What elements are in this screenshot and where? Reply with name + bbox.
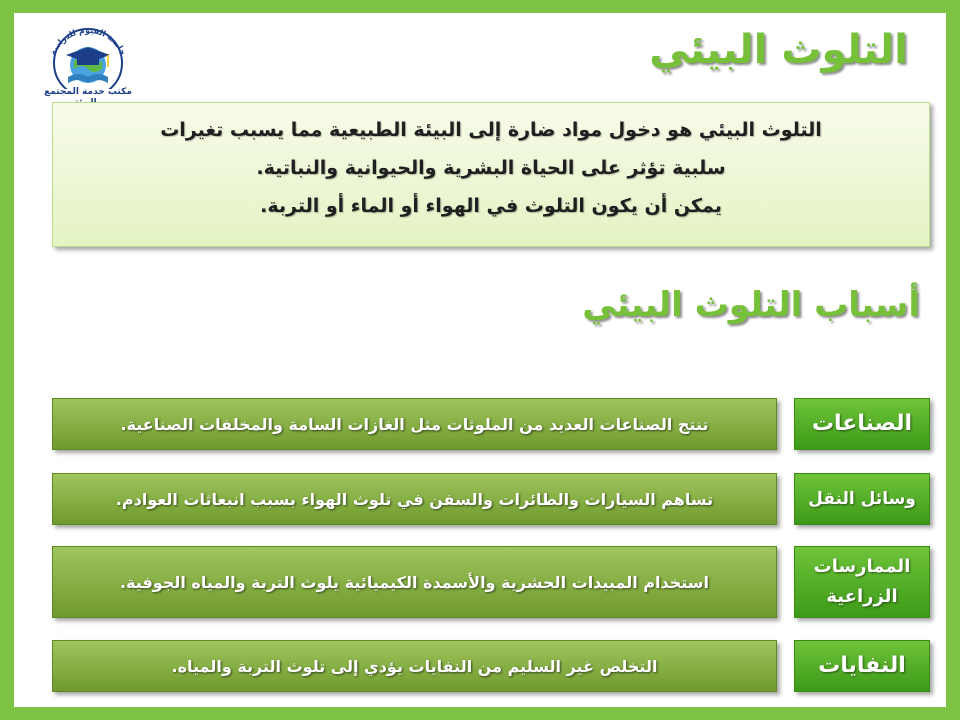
logo-emblem-icon <box>30 17 146 89</box>
cause-description: التخلص غير السليم من النفايات يؤدي إلى تلوث التربة والمياه. <box>52 640 777 692</box>
page-title: التلوث البيئي <box>649 27 908 73</box>
definition-box <box>52 102 930 247</box>
cause-description: تنتج الصناعات العديد من الملوثات مثل الغازات السامة والمخلفات الصناعية. <box>52 398 777 450</box>
ecso-logo <box>30 17 146 113</box>
cause-label: الصناعات <box>794 398 930 450</box>
slide <box>14 13 946 707</box>
definition-line-3: يمكن أن يكون التلوث في الهواء أو الماء أو التربة. <box>260 195 722 217</box>
section-heading: أسباب التلوث البيئي <box>582 285 920 325</box>
cause-row-agriculture <box>52 546 930 618</box>
cause-row-transport <box>52 473 930 525</box>
cause-label: النفايات <box>794 640 930 692</box>
cause-description: تساهم السيارات والطائرات والسفن في تلوث الهواء بسبب انبعاثات العوادم. <box>52 473 777 525</box>
definition-line-2: سلبية تؤثر على الحياة البشرية والحيوانية والنباتية. <box>256 157 726 179</box>
cause-description: استخدام المبيدات الحشرية والأسمدة الكيميائية يلوث التربة والمياه الجوفية. <box>52 546 777 618</box>
cause-row-waste <box>52 640 930 692</box>
cause-row-industries <box>52 398 930 450</box>
logo-name: مكتب خدمة المجتمع <box>44 87 132 97</box>
logo-arc-text: جامعة الفيوم للدراسة <box>48 25 128 57</box>
cause-label: وسائل النقل <box>794 473 930 525</box>
cause-label: الممارسات الزراعية <box>794 546 930 618</box>
definition-line-1: التلوث البيئي هو دخول مواد ضارة إلى البيئة الطبيعية مما يسبب تغيرات <box>160 119 822 141</box>
